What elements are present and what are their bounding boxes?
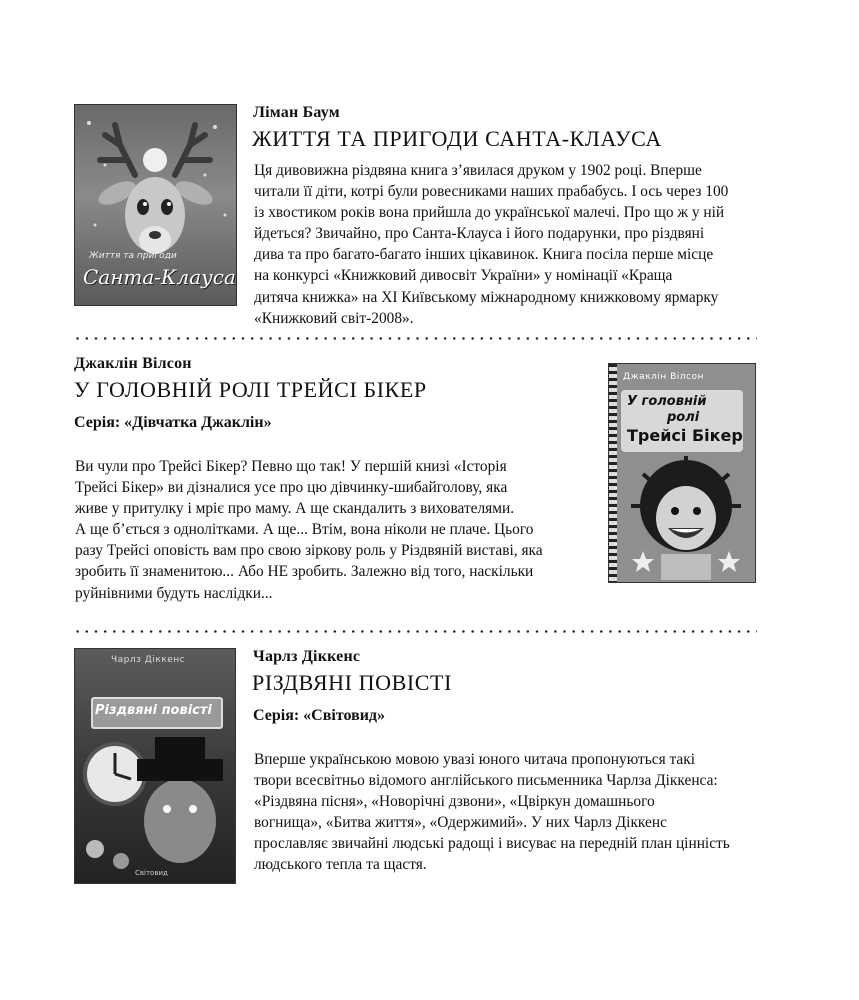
book-description: Ця дивовижна різдвяна книга з’явилася друком у 1902 році. Вперше читали її діти, котрі були ровесниками наших прабабусь. І ось через 100 із хвостиком років вона прийшла до української малечі. Про що ж у ній йдеться? Звичайно, про Санта-Клауса і його подарунки, про різдвяні дива та про багато-багато інших цікавинок. Книга посіла перше місце на конкурсі «Книжковий дивосвіт України» у номінації «Краща дитяча книжка» на XI Київському міжнародному книжковому ярмарку «Книжковий світ-2008». [254,162,729,327]
book-series: Серія: «Дівчатка Джаклін» [74,414,272,431]
cover-line3: Трейсі Бікер [627,426,743,445]
book-title: РІЗДВЯНІ ПОВІСТІ [252,670,453,695]
book-author: Чарлз Діккенс [253,648,361,665]
cover-subtitle: Життя та пригоди [89,251,177,261]
book-title: У ГОЛОВНІЙ РОЛІ ТРЕЙСІ БІКЕР [74,377,427,402]
book-author: Ліман Баум [253,104,340,121]
dotted-separator [73,337,757,340]
cover-title: Санта-Клауса [83,265,236,289]
book-series: Серія: «Світовид» [253,707,386,724]
book-cover-dickens [74,648,236,884]
dotted-separator [73,630,757,633]
cover-author: Джаклін Вілсон [623,372,704,382]
cover-line1: У головній [627,394,707,409]
girl-illustration [623,456,749,580]
book-author: Джаклін Вілсон [74,355,192,372]
book-cover-tracy [608,363,756,583]
cover-title: Різдвяні повісті [95,703,212,718]
clock-illustration [75,729,235,883]
cover-series: Світовид [135,869,168,877]
book-description: Вперше українською мовою увазі юного читача пропонуються такі твори всесвітньо відомого англійського письменника Чарлза Діккенса: «Різдвяна пісня», «Новорічні дзвони», «Цвіркун домашнього вогнища», «Битва життя», «Одержимий». У них Чарлз Діккенс прославляє звичайні людські радощі і висуває на передній план цінність людського тепла та щастя. [254,751,730,874]
book-cover-santa [74,104,237,306]
book-title: ЖИТТЯ ТА ПРИГОДИ САНТА-КЛАУСА [252,126,662,151]
spiral-binding [609,364,617,582]
book-description: Ви чули про Трейсі Бікер? Певно що так! У першій книзі «Історія Трейсі Бікер» ви дізналися усе про цю дівчинку-шибайголову, яка живе у притулку і мріє про маму. А ще скандалить з вихователями. А ще б’ється з однолітками. А ще... Втім, вона ніколи не плаче. Цього разу Трейсі оповість вам про свою зіркову роль у Різдвяній виставі, яка зробить її знаменитою... Або НЕ зробить. Залежно від того, наскільки руйнівними будуть наслідки... [75,458,543,602]
cover-author: Чарлз Діккенс [111,655,186,665]
cover-line2: ролі [667,410,700,425]
